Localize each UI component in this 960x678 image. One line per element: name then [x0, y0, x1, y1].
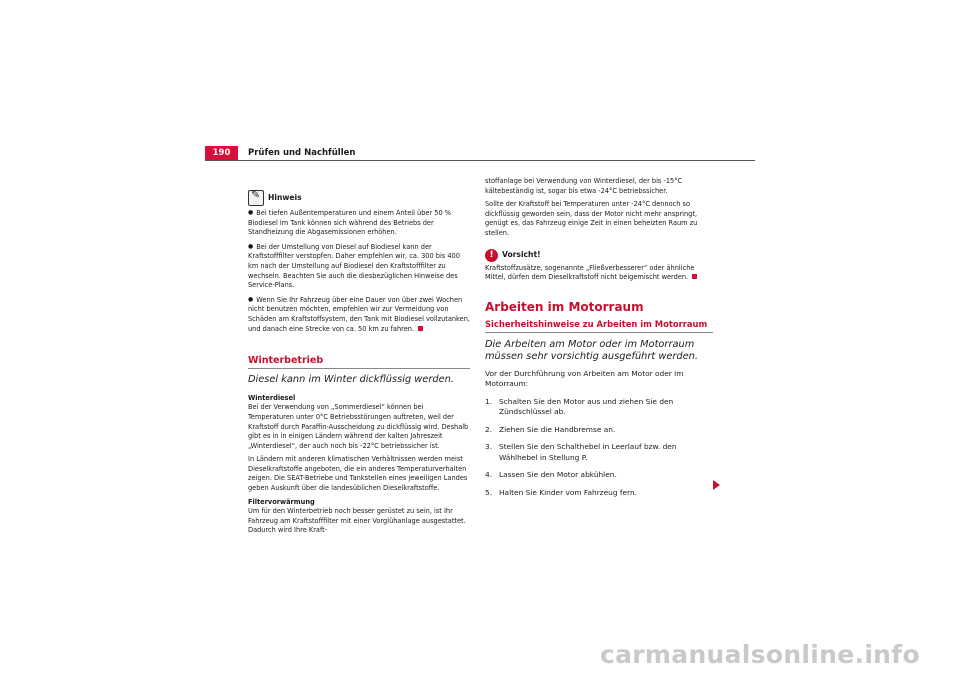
paragraph: Um für den Winterbetrieb noch besser gerüstet zu sein, ist Ihr Fahrzeug am Kraftstofffilter mit einer Vorglühanlage ausgestattet. Dadurch wird Ihre Kraft- — [248, 507, 466, 535]
paragraph: Sollte der Kraftstoff bei Temperaturen unter -24°C dennoch so dickflüssig geworden sein, dass der Motor nicht mehr anspringt, genügt es, das Fahrzeug einige Zeit in einen beheizten Raum zu stellen. — [485, 200, 698, 237]
note-item: ● Bei tiefen Außentemperaturen und einem Anteil über 50 % Biodiesel im Tank können sich während des Betriebs der Standheizung die Abgasemissionen erhöhen. — [248, 208, 470, 238]
running-header-title: Prüfen und Nachfüllen — [248, 148, 356, 158]
section-lead: Die Arbeiten am Motor oder im Motorraum müssen sehr vorsichtig ausgeführt werden. — [485, 338, 698, 362]
note-item: ● Bei der Umstellung von Diesel auf Biodiesel kann der Kraftstofffilter verstopfen. Daher empfehlen wir, ca. 300 bis 400 km nach der Umstellung auf Biodiesel den Kraftstofffilter zu wechseln. Beachten Sie auch die diesbezüglichen Hinweise des Service-Plans. — [248, 242, 470, 291]
caution-heading — [485, 249, 713, 262]
paragraph: stoffanlage bei Verwendung von Winterdiesel, der bis -15°C kältebeständig ist, sogar bis etwa -24°C betriebssicher. — [485, 177, 683, 195]
end-mark-icon — [692, 274, 697, 279]
list-item: 5. Halten Sie Kinder vom Fahrzeug fern. — [485, 487, 637, 497]
list-item: 2. Ziehen Sie die Handbremse an. — [485, 424, 616, 434]
chapter-title: Arbeiten im Motorraum — [485, 299, 644, 314]
warning-icon: ! — [485, 249, 498, 262]
steps-intro: Vor der Durchführung von Arbeiten am Motor oder im Motorraum: — [485, 368, 684, 389]
paragraph: In Ländern mit anderen klimatischen Verhältnissen werden meist Dieselkraftstoffe angeboten, die ein anderes Temperaturverhalten zeigen. Die SEAT-Betriebe und Tankstellen eines jeweiligen Landes geben Auskunft über die landesüblichen Dieselkraftstoffe. — [248, 455, 468, 493]
subheading-filtervorwaermung: Filtervorwärmung — [248, 497, 315, 506]
caution-title: Vorsicht! — [502, 250, 541, 260]
note-item-last: ● Wenn Sie Ihr Fahrzeug über eine Dauer von über zwei Wochen nicht benutzen möchten, empfehlen wir zur Vermeidung von Schäden am Kraftstoffsystem, den Tank mit Biodiesel vollzutanken, und danach eine Strecke von ca. 50 km zu fahren. — [248, 295, 470, 334]
page-number: 190 — [205, 146, 238, 160]
subheading-winterdiesel: Winterdiesel — [248, 393, 296, 402]
left-column — [248, 190, 470, 540]
paragraph: Bei der Verwendung von „Sommerdiesel“ können bei Temperaturen unter 0°C Betriebsstörungen auftreten, weil der Kraftstoff durch Paraffin-Ausscheidung zu dickflüssig wird. Deshalb gibt es in in einigen Ländern während der kalten Jahreszeit „Winterdiesel“, der auch noch bis -22°C betriebssicher ist. — [248, 403, 469, 450]
list-item: 3. Stellen Sie den Schalthebel in Leerlauf bzw. den Wählhebel in Stellung P. — [485, 442, 677, 462]
right-column — [485, 177, 713, 505]
section-lead: Diesel kann im Winter dickflüssig werden. — [248, 373, 454, 385]
watermark: carmanualsonline.info — [600, 640, 920, 669]
end-mark-icon — [418, 326, 423, 331]
list-item: 4. Lassen Sie den Motor abkühlen. — [485, 470, 617, 480]
section-title-winterbetrieb: Winterbetrieb — [248, 356, 470, 369]
section-title-safety: Sicherheitshinweise zu Arbeiten im Motorraum — [485, 320, 713, 333]
note-title: Hinweis — [268, 193, 302, 203]
caution-text: Kraftstoffzusätze, sogenannte „Fließverbesserer“ oder ähnliche Mittel, dürfen dem Dieselkraftstoff nicht beigemischt werden. — [485, 264, 713, 283]
note-heading — [248, 190, 470, 206]
continue-arrow-icon — [713, 480, 720, 490]
header-rule — [205, 160, 755, 161]
list-item: 1. Schalten Sie den Motor aus und ziehen Sie den Zündschlüssel ab. — [485, 396, 674, 417]
note-icon — [248, 190, 264, 206]
